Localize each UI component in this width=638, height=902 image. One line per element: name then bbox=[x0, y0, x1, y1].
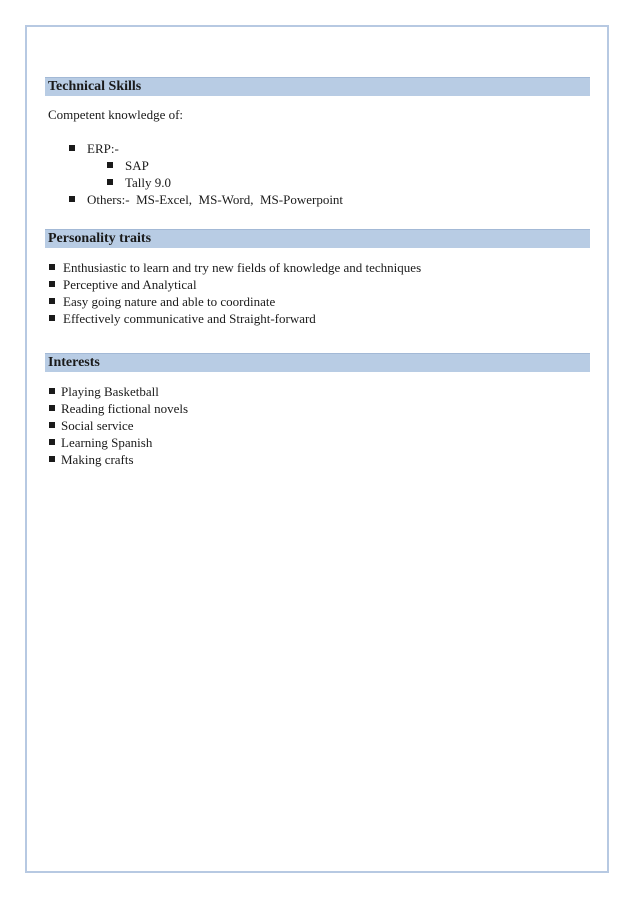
technical-skills-heading: Technical Skills bbox=[45, 77, 590, 96]
interest-item: Playing Basketball bbox=[61, 384, 159, 399]
others-skills: Others:- MS-Excel, MS-Word, MS-Powerpoint bbox=[87, 192, 344, 207]
interest-item: Learning Spanish bbox=[61, 435, 153, 450]
bullet-icon bbox=[49, 422, 55, 428]
interests-heading: Interests bbox=[45, 353, 590, 372]
bullet-icon bbox=[49, 456, 55, 462]
bullet-icon bbox=[49, 298, 55, 304]
interest-item: Social service bbox=[61, 418, 134, 433]
bullet-icon bbox=[107, 179, 113, 185]
bullet-icon bbox=[69, 196, 75, 202]
personality-heading: Personality traits bbox=[45, 229, 590, 248]
personality-item: Easy going nature and able to coordinate bbox=[63, 294, 276, 309]
personality-item: Enthusiastic to learn and try new fields of knowledge and techniques bbox=[63, 260, 422, 275]
erp-label: ERP:- bbox=[87, 141, 119, 156]
erp-item-sap: SAP bbox=[125, 158, 149, 173]
bullet-icon bbox=[49, 439, 55, 445]
technical-skills-intro: Competent knowledge of: bbox=[48, 107, 184, 122]
bullet-icon bbox=[69, 145, 75, 151]
personality-item: Effectively communicative and Straight-forward bbox=[63, 311, 316, 326]
bullet-icon bbox=[107, 162, 113, 168]
erp-item-tally: Tally 9.0 bbox=[125, 175, 172, 190]
interest-item: Making crafts bbox=[61, 452, 134, 467]
personality-item: Perceptive and Analytical bbox=[63, 277, 197, 292]
bullet-icon bbox=[49, 388, 55, 394]
bullet-icon bbox=[49, 405, 55, 411]
bullet-icon bbox=[49, 281, 55, 287]
interest-item: Reading fictional novels bbox=[61, 401, 189, 416]
bullet-icon bbox=[49, 264, 55, 270]
bullet-icon bbox=[49, 315, 55, 321]
